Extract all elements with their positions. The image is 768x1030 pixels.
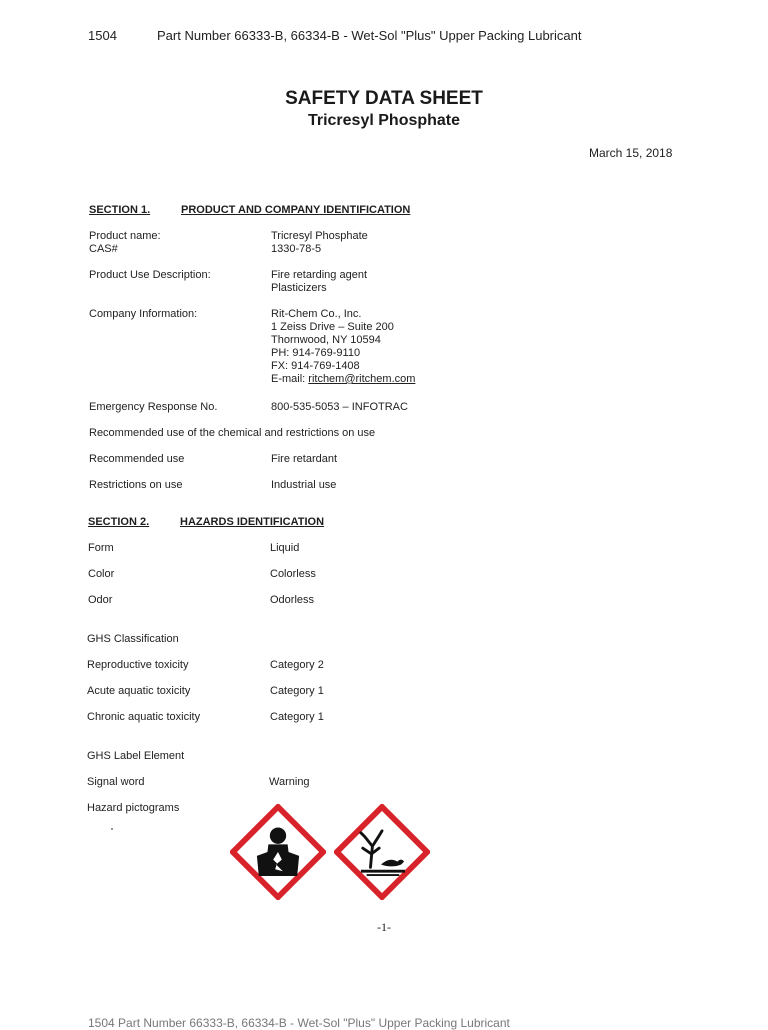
recommended-heading: Recommended use of the chemical and restrictions on use (89, 427, 376, 439)
company-name: Rit-Chem Co., Inc. (271, 308, 362, 320)
product-name-value: Tricresyl Phosphate (271, 230, 368, 242)
form-value: Liquid (270, 542, 300, 554)
acute-label: Acute aquatic toxicity (87, 685, 191, 697)
form-label: Form (88, 542, 114, 554)
company-fax: FX: 914-769-1408 (271, 360, 360, 372)
chronic-label: Chronic aquatic toxicity (87, 711, 201, 723)
repro-value: Category 2 (270, 659, 324, 671)
section2-heading: HAZARDS IDENTIFICATION (180, 516, 325, 528)
document-subtitle: Tricresyl Phosphate (307, 112, 461, 129)
company-info (271, 308, 415, 386)
company-phone: PH: 914-769-9110 (271, 347, 361, 359)
use-desc-value (271, 269, 367, 295)
part-title: Part Number 66333-B, 66334-B - Wet-Sol "Plus" Upper Packing Lubricant (157, 28, 582, 43)
pictograms-label: Hazard pictograms (87, 802, 180, 814)
acute-value: Category 1 (270, 685, 324, 697)
health-hazard-icon (230, 804, 326, 900)
speck (111, 828, 113, 830)
cas-label: CAS# (89, 243, 118, 255)
use-desc-line: Fire retarding agent (271, 269, 367, 281)
next-page-header: 1504 Part Number 66333-B, 66334-B - Wet-Sol "Plus" Upper Packing Lubricant (88, 1016, 510, 1030)
color-value: Colorless (270, 568, 316, 580)
email-link[interactable]: ritchem@ritchem.com (308, 373, 416, 385)
company-address1: 1 Zeiss Drive – Suite 200 (271, 321, 394, 333)
repro-label: Reproductive toxicity (87, 659, 189, 671)
use-desc-line: Plasticizers (271, 282, 327, 294)
document-title: SAFETY DATA SHEET (285, 88, 483, 109)
signal-word-value: Warning (269, 776, 310, 788)
document-date: March 15, 2018 (589, 146, 673, 160)
odor-value: Odorless (270, 594, 315, 606)
emergency-label: Emergency Response No. (89, 401, 218, 413)
restrictions-value: Industrial use (271, 479, 337, 491)
environment-hazard-icon (334, 804, 430, 900)
email-prefix: E-mail: (271, 373, 309, 385)
page-number: -1- (377, 920, 391, 934)
ghs-classification-heading: GHS Classification (87, 633, 179, 645)
cas-value: 1330-78-5 (271, 243, 322, 255)
odor-label: Odor (88, 594, 113, 606)
page-ref: 1504 (88, 28, 117, 43)
company-email-line (271, 373, 415, 386)
ghs-label-element-heading: GHS Label Element (87, 750, 185, 762)
restrictions-label: Restrictions on use (89, 479, 183, 491)
section2-number: SECTION 2. (88, 516, 150, 528)
use-desc-label: Product Use Description: (89, 269, 211, 281)
emergency-value: 800-535-5053 – INFOTRAC (271, 401, 408, 413)
section1-heading: PRODUCT AND COMPANY IDENTIFICATION (181, 204, 411, 216)
chronic-value: Category 1 (270, 711, 324, 723)
product-name-label: Product name: (89, 230, 161, 242)
company-label: Company Information: (89, 308, 198, 320)
signal-word-label: Signal word (87, 776, 145, 788)
recommended-use-value: Fire retardant (271, 453, 338, 465)
color-label: Color (88, 568, 115, 580)
section1-number: SECTION 1. (89, 204, 151, 216)
company-address2: Thornwood, NY 10594 (271, 334, 381, 346)
recommended-use-label: Recommended use (89, 453, 185, 465)
